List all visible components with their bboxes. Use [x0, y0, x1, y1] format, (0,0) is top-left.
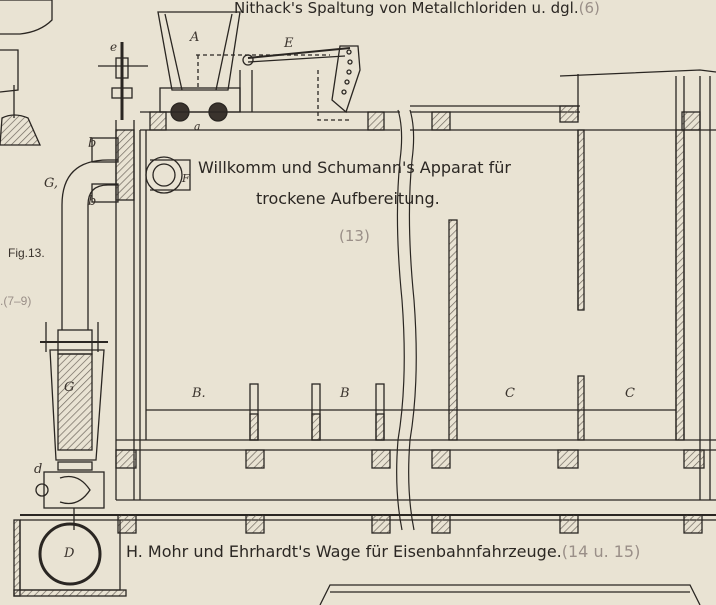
left-uprights-and-pipe [36, 120, 190, 530]
mohr-caption [126, 542, 640, 561]
nithack-caption-title: Nithack's Spaltung von Metallchloriden u. dgl. [234, 0, 579, 17]
mohr-caption-ref: (14 u. 15) [561, 542, 641, 561]
willkomm-caption-line1: Willkomm und Schumann's Apparat für [198, 158, 511, 177]
label-a: a [194, 120, 201, 133]
label-G: G [64, 380, 75, 395]
mohr-caption-title: H. Mohr und Ehrhardt's Wage für Eisenbahnfahrzeuge. [126, 542, 562, 561]
nithack-caption-ref: (6) [578, 0, 600, 17]
label-A: A [190, 30, 200, 45]
label-B1: B. [192, 386, 206, 401]
label-F: F [182, 172, 190, 185]
label-D: D [64, 546, 75, 561]
label-d: d [34, 462, 43, 477]
label-E: E [284, 36, 294, 51]
label-C1: C [505, 386, 515, 401]
nithack-apparatus [158, 12, 360, 121]
spindle-e [98, 42, 148, 120]
willkomm-caption-line2: trockene Aufbereitung. [256, 189, 440, 208]
label-e: e [110, 40, 118, 54]
willkomm-caption-ref: (13) [339, 227, 370, 245]
left-reference: .(7–9) [0, 294, 32, 308]
bottom-frame [14, 440, 716, 605]
figure-number: Fig.13. [8, 246, 45, 260]
label-B2: B [340, 386, 350, 401]
label-b-bottom: b [88, 194, 97, 209]
label-b-top: b [88, 136, 97, 151]
nithack-caption [234, 0, 600, 17]
label-C2: C [625, 386, 635, 401]
label-G1: G, [44, 176, 59, 191]
corner-machine-fragment [0, 0, 52, 145]
